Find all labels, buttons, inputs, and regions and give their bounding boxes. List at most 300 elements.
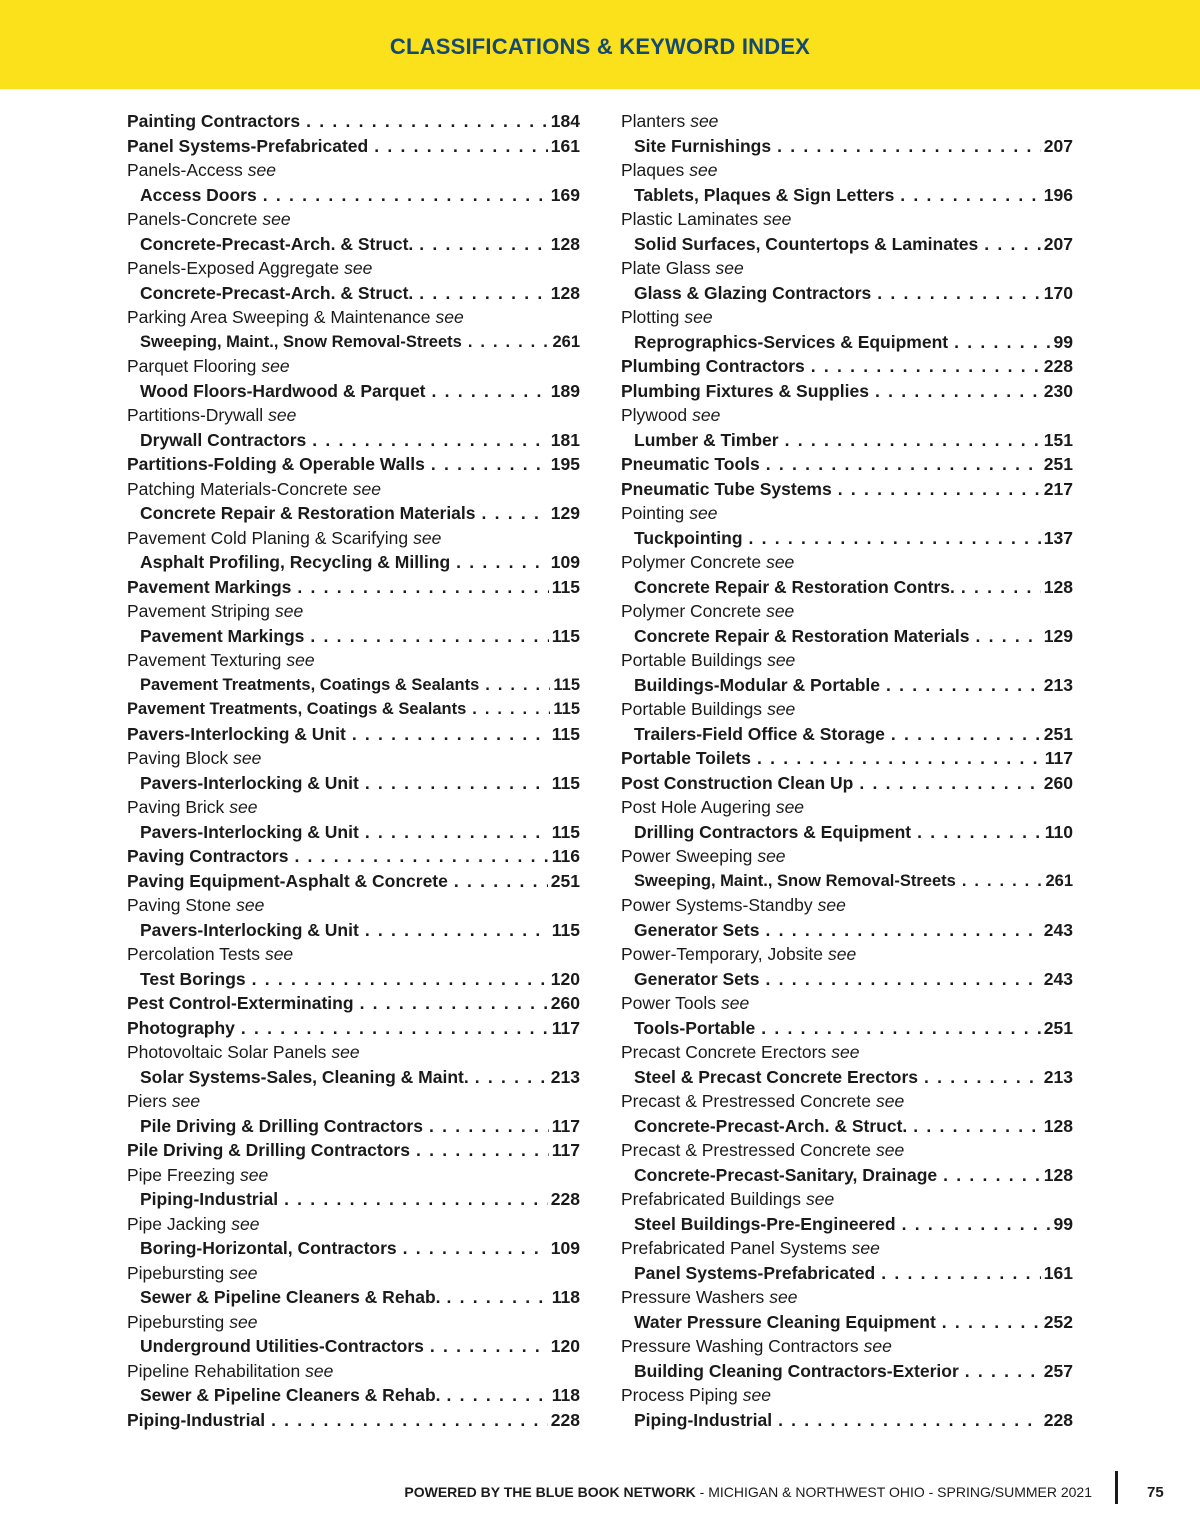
page-title: CLASSIFICATIONS & KEYWORD INDEX — [389, 34, 811, 59]
index-keyword — [621, 305, 1073, 330]
dot-leader — [743, 526, 1041, 551]
page-reference: 228 — [1043, 356, 1073, 376]
index-keyword — [127, 256, 580, 281]
classification-label: Sweeping, Maint., Snow Removal-Streets — [634, 871, 956, 890]
page-reference: 99 — [1053, 331, 1073, 352]
classification-label: Site Furnishings — [634, 135, 772, 156]
page-reference: 217 — [1043, 478, 1073, 499]
classification-label: Concrete Repair & Restoration Contrs. — [634, 576, 955, 597]
index-keyword — [621, 1334, 1073, 1359]
classification-label: Pavers-Interlocking & Unit — [140, 821, 359, 842]
dot-leader — [397, 1236, 548, 1261]
classification-label: Wood Floors-Hardwood & Parquet — [140, 380, 426, 401]
index-see-target — [621, 624, 1073, 649]
page-reference: 115 — [551, 625, 580, 646]
page-reference: 251 — [1043, 723, 1073, 744]
classification-label: Piping-Industrial — [127, 1409, 266, 1430]
dot-leader — [448, 869, 548, 894]
page-reference: 110 — [1044, 821, 1073, 842]
dot-leader — [875, 1261, 1041, 1286]
classification-label: Steel Buildings-Pre-Engineered — [634, 1213, 896, 1234]
keyword-label: Portable Buildings — [621, 650, 763, 670]
index-classification — [127, 452, 580, 477]
see-reference: see — [229, 797, 258, 817]
page-reference: 109 — [550, 552, 580, 572]
page-reference: 118 — [551, 1385, 580, 1405]
page-reference: 120 — [550, 1336, 580, 1356]
page-reference: 118 — [551, 1287, 580, 1307]
index-keyword — [621, 844, 1073, 869]
index-classification — [621, 477, 1073, 502]
see-reference: see — [229, 1311, 258, 1332]
index-see-target — [127, 1383, 580, 1408]
keyword-label: Parquet Flooring — [127, 356, 257, 376]
dot-leader — [955, 575, 1041, 600]
see-reference: see — [264, 944, 294, 964]
classification-label: Pneumatic Tube Systems — [621, 478, 832, 499]
page-reference: 129 — [550, 503, 580, 523]
keyword-label: Plotting — [621, 307, 680, 327]
index-keyword — [621, 1383, 1073, 1408]
classification-label: Pavement Treatments, Coatings & Sealants — [140, 675, 480, 694]
see-reference: see — [233, 748, 262, 768]
dot-leader — [978, 232, 1041, 257]
classification-label: Partitions-Folding & Operable Walls — [127, 454, 425, 474]
dot-leader — [235, 1016, 549, 1041]
index-see-target — [621, 1310, 1073, 1335]
index-classification — [127, 1408, 580, 1433]
see-reference: see — [689, 503, 718, 523]
index-classification — [127, 844, 580, 869]
classification-label: Building Cleaning Contractors-Exterior — [634, 1360, 959, 1381]
keyword-label: Power Sweeping — [621, 846, 753, 866]
index-keyword — [127, 1261, 580, 1286]
page-reference: 128 — [1043, 576, 1073, 597]
footer-edition: - MICHIGAN & NORTHWEST OHIO - SPRING/SUMMER 2021 — [695, 1484, 1092, 1500]
see-reference: see — [344, 258, 373, 278]
keyword-label: Portable Buildings — [621, 699, 763, 719]
dot-leader — [959, 1359, 1041, 1384]
index-see-target — [621, 918, 1073, 943]
classification-label: Tablets, Plaques & Sign Letters — [634, 184, 895, 205]
index-keyword — [127, 526, 580, 551]
classification-label: Piping-Industrial — [140, 1189, 279, 1209]
index-see-target — [621, 232, 1073, 257]
dot-leader — [871, 281, 1041, 306]
see-reference: see — [229, 1262, 258, 1283]
keyword-label: Precast & Prestressed Concrete — [621, 1091, 871, 1111]
keyword-label: Power-Temporary, Jobsite — [621, 944, 823, 964]
index-classification — [127, 109, 580, 134]
classification-label: Concrete Repair & Restoration Materials — [634, 625, 970, 646]
classification-label: Panel Systems-Prefabricated — [127, 135, 369, 156]
classification-label: Glass & Glazing Contractors — [634, 282, 872, 303]
dot-leader — [410, 1138, 549, 1163]
keyword-label: Power Systems-Standby — [621, 895, 813, 915]
index-classification — [127, 991, 580, 1016]
index-classification — [621, 746, 1073, 771]
keyword-label: Pressure Washers — [621, 1287, 765, 1307]
page-reference: 230 — [1043, 380, 1073, 401]
classification-label: Pile Driving & Drilling Contractors — [140, 1115, 423, 1136]
dot-leader — [772, 1408, 1041, 1433]
index-see-target — [127, 771, 580, 796]
page-number: 75 — [1147, 1484, 1164, 1501]
classification-label: Sweeping, Maint., Snow Removal-Streets — [140, 332, 462, 351]
keyword-label: Panels-Access — [127, 160, 243, 180]
dot-leader — [779, 428, 1041, 453]
keyword-label: Plywood — [621, 405, 688, 425]
index-classification — [127, 575, 580, 600]
see-reference: see — [831, 1042, 860, 1062]
see-reference: see — [275, 601, 304, 621]
see-reference: see — [767, 699, 796, 719]
index-keyword — [127, 1310, 580, 1335]
keyword-label: Precast & Prestressed Concrete — [621, 1140, 871, 1160]
dot-leader — [832, 477, 1041, 502]
index-see-target — [621, 526, 1073, 551]
index-see-target — [127, 550, 580, 575]
classification-label: Drywall Contractors — [140, 429, 307, 450]
index-see-target — [621, 1114, 1073, 1139]
index-see-target — [127, 232, 580, 257]
dot-leader — [354, 991, 548, 1016]
classification-label: Water Pressure Cleaning Equipment — [634, 1311, 936, 1332]
classification-label: Tuckpointing — [634, 527, 743, 548]
dot-leader — [423, 1114, 549, 1139]
keyword-label: Process Piping — [621, 1385, 738, 1405]
see-reference: see — [239, 1164, 269, 1185]
index-keyword — [127, 648, 580, 673]
keyword-label: Post Hole Augering — [621, 797, 771, 817]
index-keyword — [621, 158, 1073, 183]
index-keyword — [127, 158, 580, 183]
index-keyword — [621, 1187, 1073, 1212]
index-keyword — [621, 942, 1073, 967]
see-reference: see — [875, 1140, 905, 1160]
classification-label: Pavers-Interlocking & Unit — [140, 919, 359, 940]
see-reference: see — [261, 356, 290, 376]
dot-leader — [304, 624, 548, 649]
classification-label: Drilling Contractors & Equipment — [634, 821, 912, 842]
dot-leader — [469, 1065, 548, 1090]
classification-label: Concrete-Precast-Arch. & Struct. — [634, 1115, 908, 1136]
classification-label: Plumbing Fixtures & Supplies — [621, 380, 869, 401]
page-reference: 189 — [550, 380, 580, 401]
index-keyword — [621, 648, 1073, 673]
page-reference: 251 — [1043, 454, 1073, 474]
index-keyword — [127, 1089, 580, 1114]
classification-label: Lumber & Timber — [634, 429, 779, 450]
index-see-target — [127, 918, 580, 943]
keyword-label: Polymer Concrete — [621, 552, 762, 572]
index-see-target — [621, 722, 1073, 747]
footer-text — [404, 1484, 1092, 1500]
page-reference: 128 — [1043, 1115, 1073, 1136]
dot-leader — [853, 771, 1040, 796]
page-reference: 128 — [1043, 1164, 1073, 1185]
index-keyword — [621, 1089, 1073, 1114]
page-reference: 181 — [550, 429, 580, 450]
index-keyword — [621, 256, 1073, 281]
page-reference: 251 — [1043, 1017, 1073, 1038]
page-reference: 128 — [550, 282, 580, 303]
page-reference: 115 — [553, 675, 580, 694]
dot-leader — [880, 673, 1041, 698]
dot-leader — [476, 501, 548, 526]
index-keyword — [127, 477, 580, 502]
index-see-target — [127, 330, 580, 355]
dot-leader — [424, 1334, 548, 1359]
page-reference: 257 — [1043, 1360, 1073, 1381]
index-see-target — [621, 1212, 1073, 1237]
page-reference: 109 — [550, 1238, 580, 1258]
index-classification — [621, 379, 1073, 404]
keyword-label: Plate Glass — [621, 258, 711, 278]
index-see-target — [621, 134, 1073, 159]
index-keyword — [621, 599, 1073, 624]
keyword-label: Paving Brick — [127, 797, 225, 817]
index-classification — [127, 722, 580, 747]
page-reference: 117 — [1044, 748, 1073, 768]
classification-label: Boring-Horizontal, Contractors — [140, 1238, 397, 1258]
dot-leader — [896, 1212, 1051, 1237]
page-reference: 243 — [1043, 919, 1073, 940]
dot-leader — [479, 673, 550, 698]
page-reference: 115 — [551, 919, 580, 940]
classification-label: Access Doors — [140, 184, 257, 205]
dot-leader — [441, 1383, 549, 1408]
dot-leader — [306, 428, 548, 453]
index-see-target — [621, 1065, 1073, 1090]
index-see-target — [127, 1236, 580, 1261]
classification-label: Pest Control-Exterminating — [127, 993, 354, 1013]
index-classification — [127, 134, 580, 159]
see-reference: see — [331, 1042, 360, 1062]
index-classification — [127, 697, 580, 722]
classification-label: Pneumatic Tools — [621, 454, 760, 474]
index-see-target — [127, 1334, 580, 1359]
classification-label: Asphalt Profiling, Recycling & Milling — [140, 552, 451, 572]
keyword-label: Pavement Striping — [127, 601, 270, 621]
dot-leader — [359, 918, 549, 943]
page-reference: 161 — [550, 135, 580, 156]
dot-leader — [937, 1163, 1041, 1188]
index-classification — [621, 354, 1073, 379]
see-reference: see — [352, 478, 382, 499]
keyword-label: Pipe Freezing — [127, 1164, 235, 1185]
dot-leader — [885, 722, 1041, 747]
index-classification — [127, 1016, 580, 1041]
index-see-target — [127, 1114, 580, 1139]
classification-label: Piping-Industrial — [634, 1409, 773, 1430]
dot-leader — [288, 844, 548, 869]
dot-leader — [751, 746, 1042, 771]
keyword-label: Partitions-Drywall — [127, 405, 264, 425]
index-see-target — [621, 1163, 1073, 1188]
classification-label: Portable Toilets — [621, 748, 751, 768]
classification-label: Post Construction Clean Up — [621, 772, 854, 793]
dot-leader — [918, 1065, 1041, 1090]
classification-label: Underground Utilities-Contractors — [140, 1336, 424, 1356]
keyword-label: Plaques — [621, 160, 685, 180]
classification-label: Paving Contractors — [127, 846, 289, 866]
classification-label: Test Borings — [140, 968, 246, 989]
dot-leader — [359, 820, 549, 845]
page-reference: 213 — [550, 1066, 580, 1087]
dot-leader — [265, 1408, 548, 1433]
classification-label: Trailers-Field Office & Storage — [634, 723, 885, 744]
see-reference: see — [863, 1336, 892, 1356]
index-see-target — [621, 1016, 1073, 1041]
page-reference: 196 — [1043, 184, 1073, 205]
page-reference: 120 — [550, 968, 580, 989]
page-reference: 151 — [1043, 429, 1073, 450]
dot-leader — [956, 869, 1043, 894]
see-reference: see — [236, 895, 265, 915]
see-reference: see — [171, 1091, 201, 1111]
keyword-label: Piers — [127, 1091, 167, 1111]
classification-label: Tools-Portable — [634, 1017, 756, 1038]
see-reference: see — [805, 1189, 835, 1209]
index-keyword — [621, 795, 1073, 820]
index-see-target — [621, 1261, 1073, 1286]
dot-leader — [805, 354, 1041, 379]
classification-label: Concrete-Precast-Arch. & Struct. — [140, 282, 414, 303]
dot-leader — [425, 452, 548, 477]
dot-leader — [771, 134, 1041, 159]
see-reference: see — [684, 307, 713, 327]
index-see-target — [621, 575, 1073, 600]
dot-leader — [907, 1114, 1041, 1139]
page-reference: 170 — [1043, 282, 1073, 303]
right-index-column — [621, 109, 1073, 1432]
index-classification — [621, 771, 1073, 796]
see-reference: see — [231, 1213, 260, 1234]
page-reference: 213 — [1043, 1066, 1073, 1087]
page-reference: 251 — [550, 870, 580, 891]
index-keyword — [621, 1040, 1073, 1065]
index-keyword — [621, 550, 1073, 575]
dot-leader — [257, 183, 548, 208]
keyword-label: Percolation Tests — [127, 944, 260, 964]
page-reference: 129 — [1043, 625, 1073, 646]
page-reference: 261 — [552, 332, 580, 351]
index-keyword — [127, 1163, 580, 1188]
footer-brand: POWERED BY THE BLUE BOOK NETWORK — [404, 1484, 696, 1500]
classification-label: Paving Equipment-Asphalt & Concrete — [127, 870, 448, 891]
page-reference: 115 — [551, 576, 580, 597]
index-keyword — [621, 501, 1073, 526]
page-reference: 169 — [550, 184, 580, 205]
keyword-label: Planters — [621, 111, 686, 131]
classification-label: Reprographics-Services & Equipment — [634, 331, 949, 352]
classification-label: Concrete Repair & Restoration Materials — [140, 503, 476, 523]
classification-label: Photography — [127, 1017, 235, 1038]
keyword-label: Pipebursting — [127, 1262, 225, 1283]
keyword-label: Prefabricated Buildings — [621, 1189, 801, 1209]
page-reference: 115 — [551, 821, 580, 842]
index-see-target — [621, 1408, 1073, 1433]
page-reference: 228 — [550, 1189, 580, 1209]
left-index-column — [127, 109, 580, 1432]
index-see-target — [621, 183, 1073, 208]
page-reference: 117 — [551, 1115, 580, 1136]
dot-leader — [466, 697, 550, 722]
keyword-label: Panels-Concrete — [127, 209, 258, 229]
see-reference: see — [689, 160, 718, 180]
keyword-label: Pavement Texturing — [127, 650, 282, 670]
index-keyword — [621, 403, 1073, 428]
see-reference: see — [262, 209, 291, 229]
keyword-label: Paving Stone — [127, 895, 232, 915]
index-see-target — [127, 183, 580, 208]
see-reference: see — [690, 111, 719, 131]
see-reference: see — [763, 209, 792, 229]
classification-label: Panel Systems-Prefabricated — [634, 1262, 876, 1283]
page-reference: 243 — [1043, 968, 1073, 989]
dot-leader — [759, 918, 1040, 943]
page-reference: 99 — [1053, 1213, 1073, 1234]
page-reference: 116 — [551, 846, 580, 866]
index-classification — [621, 452, 1073, 477]
classification-label: Concrete-Precast-Sanitary, Drainage — [634, 1164, 938, 1185]
page-reference: 228 — [550, 1409, 580, 1430]
index-see-target — [127, 281, 580, 306]
see-reference: see — [247, 160, 276, 180]
dot-leader — [759, 967, 1040, 992]
keyword-label: Panels-Exposed Aggregate — [127, 258, 340, 278]
index-see-target — [621, 428, 1073, 453]
index-keyword — [127, 893, 580, 918]
dot-leader — [441, 1285, 549, 1310]
page-reference: 207 — [1043, 233, 1073, 254]
index-keyword — [621, 1236, 1073, 1261]
dot-leader — [300, 109, 548, 134]
dot-leader — [359, 771, 549, 796]
index-keyword — [127, 1359, 580, 1384]
keyword-label: Parking Area Sweeping & Maintenance — [127, 307, 431, 327]
keyword-label: Precast Concrete Erectors — [621, 1042, 827, 1062]
dot-leader — [450, 550, 548, 575]
index-keyword — [621, 991, 1073, 1016]
see-reference: see — [775, 797, 805, 817]
page-reference: 213 — [1043, 674, 1073, 695]
index-see-target — [621, 869, 1073, 894]
page-reference: 260 — [550, 993, 580, 1013]
keyword-label: Pointing — [621, 503, 685, 523]
index-keyword — [621, 1138, 1073, 1163]
classification-label: Pile Driving & Drilling Contractors — [127, 1140, 410, 1160]
see-reference: see — [827, 944, 857, 964]
keyword-label: Pressure Washing Contractors — [621, 1336, 859, 1356]
index-keyword — [621, 109, 1073, 134]
dot-leader — [426, 379, 548, 404]
classification-label: Painting Contractors — [127, 111, 301, 131]
index-keyword — [621, 893, 1073, 918]
see-reference: see — [767, 650, 796, 670]
keyword-label: Prefabricated Panel Systems — [621, 1238, 847, 1258]
keyword-label: Pipe Jacking — [127, 1213, 227, 1234]
index-keyword — [127, 403, 580, 428]
see-reference: see — [817, 895, 846, 915]
classification-label: Concrete-Precast-Arch. & Struct. — [140, 233, 414, 254]
index-see-target — [621, 1359, 1073, 1384]
dot-leader — [413, 281, 548, 306]
page-reference: 117 — [551, 1017, 580, 1038]
index-keyword — [127, 795, 580, 820]
index-see-target — [621, 281, 1073, 306]
